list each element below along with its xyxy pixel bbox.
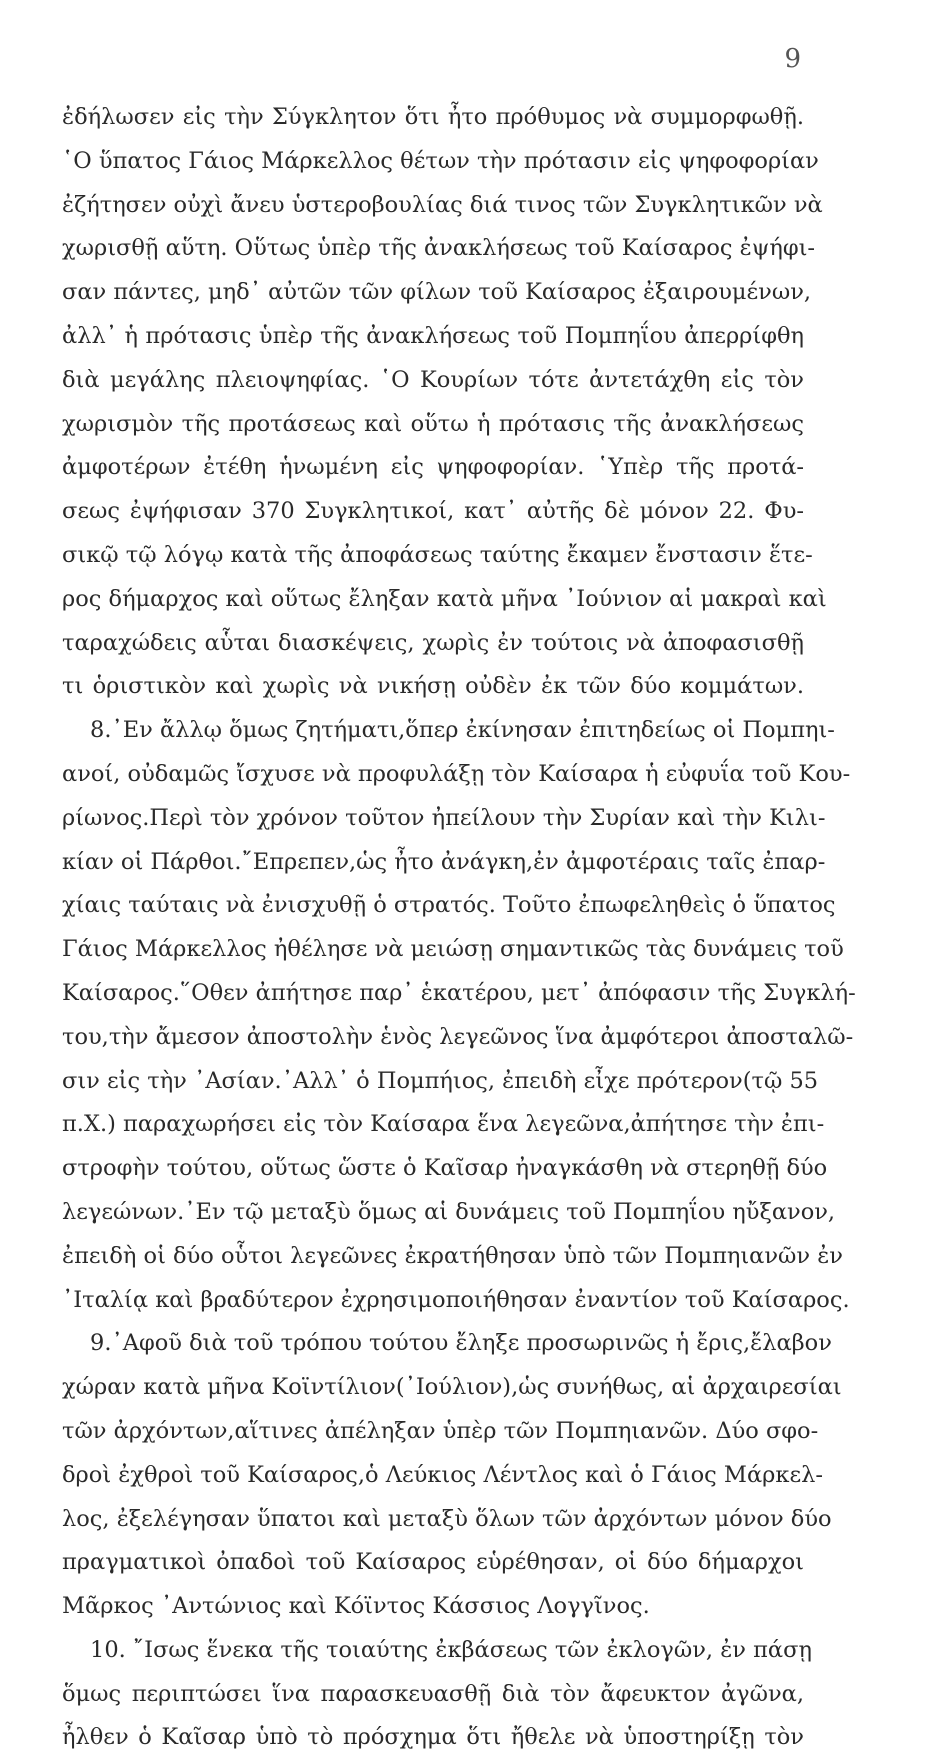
text-line: χωρισμὸν τῆς προτάσεως καὶ οὕτω ἡ πρότασις τῆς ἀνακλήσεως (62, 410, 804, 437)
text-line: π.Χ.) παραχωρήσει εἰς τὸν Καίσαρα ἕνα λεγεῶνα,ἀπήτησε τὴν ἐπι- (62, 1111, 825, 1138)
text-line: ᾿Ιταλίᾳ καὶ βραδύτερον ἐχρησιμοποιήθησαν ἐναντίον τοῦ Καίσαρος. (62, 1286, 850, 1313)
text-line: 8.᾿Εν ἄλλῳ ὅμως ζητήματι,ὅπερ ἐκίνησαν ἐπιτηδείως οἱ Πομπηι- (90, 717, 835, 744)
text-line: ἀμφοτέρων ἐτέθη ἡνωμένη εἰς ψηφοφορίαν. ῾Υπὲρ τῆς προτά- (62, 454, 804, 481)
text-line: χίαις ταύταις νὰ ἐνισχυθῇ ὁ στρατός. Τοῦτο ἐπωφεληθεὶς ὁ ὕπατος (62, 892, 836, 919)
text-line: Γάιος Μάρκελλος ἠθέλησε νὰ μειώσῃ σημαντικῶς τὰς δυνάμεις τοῦ (62, 936, 844, 963)
text-line: ῾Ο ὕπατος Γάιος Μάρκελλος θέτων τὴν πρότασιν εἰς ψηφοφορίαν (62, 147, 819, 174)
text-line: ρος δήμαρχος καὶ οὕτως ἔληξαν κατὰ μῆνα ᾿Ιούνιον αἱ μακραὶ καὶ (62, 585, 827, 612)
text-line: λος, ἐξελέγησαν ὕπατοι καὶ μεταξὺ ὅλων τῶν ἀρχόντων μόνον δύο (62, 1505, 832, 1532)
text-line: Καίσαρος.῞Οθεν ἀπήτησε παρ᾿ ἑκατέρου, μετ᾿ ἀπόφασιν τῆς Συγκλή- (62, 979, 856, 1006)
text-line: τι ὁριστικὸν καὶ χωρὶς νὰ νικήσῃ οὐδὲν ἐκ τῶν δύο κομμάτων. (62, 673, 804, 700)
text-line: ἦλθεν ὁ Καῖσαρ ὑπὸ τὸ πρόσχημα ὅτι ἤθελε νὰ ὑποστηρίξῃ τὸν (62, 1724, 804, 1751)
body-text (62, 96, 856, 1760)
text-line: ανοί, οὐδαμῶς ἴσχυσε νὰ προφυλάξῃ τὸν Καίσαρα ἡ εὐφυΐα τοῦ Κου- (62, 760, 851, 787)
text-line: δροὶ ἐχθροὶ τοῦ Καίσαρος,ὁ Λεύκιος Λέντλος καὶ ὁ Γάιος Μάρκελ- (62, 1461, 823, 1488)
text-line: Μᾶρκος ᾿Αντώνιος καὶ Κόϊντος Κάσσιος Λογγῖνος. (62, 1593, 650, 1620)
text-line: κίαν οἱ Πάρθοι.῎Επρεπεν,ὡς ἦτο ἀνάγκη,ἐν ἀμφοτέραις ταῖς ἐπαρ- (62, 848, 826, 875)
text-line: ταραχώδεις αὗται διασκέψεις, χωρὶς ἐν τούτοις νὰ ἀποφασισθῇ (62, 629, 804, 656)
text-line: χώραν κατὰ μῆνα Κοϊντίλιον(᾿Ιούλιον),ὡς συνήθως, αἱ ἀρχαιρεσίαι (62, 1374, 842, 1401)
text-line: στροφὴν τούτου, οὕτως ὥστε ὁ Καῖσαρ ἠναγκάσθη νὰ στερηθῇ δύο (62, 1155, 828, 1182)
text-line: ἐζήτησεν οὐχὶ ἄνευ ὑστεροβουλίας διά τινος τῶν Συγκλητικῶν νὰ (62, 191, 823, 218)
text-line: χωρισθῇ αὕτη. Οὕτως ὑπὲρ τῆς ἀνακλήσεως τοῦ Καίσαρος ἐψήφι- (62, 235, 816, 262)
text-line: του,τὴν ἄμεσον ἀποστολὴν ἑνὸς λεγεῶνος ἵνα ἀμφότεροι ἀποσταλῶ- (62, 1023, 854, 1050)
text-line: σαν πάντες, μηδ᾿ αὐτῶν τῶν φίλων τοῦ Καίσαρος ἐξαιρουμένων, (62, 279, 812, 306)
text-line: πραγματικοὶ ὀπαδοὶ τοῦ Καίσαρος εὑρέθησαν, οἱ δύο δήμαρχοι (62, 1549, 804, 1576)
text-line: ἐπειδὴ οἱ δύο οὗτοι λεγεῶνες ἐκρατήθησαν ὑπὸ τῶν Πομπηιανῶν ἐν (62, 1242, 843, 1269)
text-line: σεως ἐψήφισαν 370 Συγκλητικοί, κατ᾿ αὐτῆς δὲ μόνον 22. Φυ- (62, 498, 804, 525)
text-line: ἐδήλωσεν εἰς τὴν Σύγκλητον ὅτι ἦτο πρόθυμος νὰ συμμορφωθῇ. (62, 104, 804, 130)
text-line: 9.᾿Αφοῦ διὰ τοῦ τρόπου τούτου ἔληξε προσωρινῶς ἡ ἔρις,ἔλαβον (90, 1330, 832, 1357)
text-line: τῶν ἀρχόντων,αἵτινες ἀπέληξαν ὑπὲρ τῶν Πομπηιανῶν. Δύο σφο- (62, 1417, 819, 1444)
page-number: 9 (784, 44, 801, 74)
text-line: ἀλλ᾿ ἡ πρότασις ὑπὲρ τῆς ἀνακλήσεως τοῦ Πομπηΐου ἀπερρίφθη (62, 322, 804, 349)
text-line: σικῷ τῷ λόγῳ κατὰ τῆς ἀποφάσεως ταύτης ἔκαμεν ἔνστασιν ἕτε- (62, 541, 813, 568)
text-line: ὅμως περιπτώσει ἵνα παρασκευασθῇ διὰ τὸν ἄφευκτον ἀγῶνα, (62, 1680, 804, 1707)
text-line: λεγεώνων.᾿Εν τῷ μεταξὺ ὅμως αἱ δυνάμεις τοῦ Πομπηΐου ηὔξανον, (62, 1198, 836, 1225)
text-line: ρίωνος.Περὶ τὸν χρόνον τοῦτον ἠπείλουν τὴν Συρίαν καὶ τὴν Κιλι- (62, 804, 826, 831)
text-line: 10. ῎Ισως ἕνεκα τῆς τοιαύτης ἐκβάσεως τῶν ἐκλογῶν, ἐν πάσῃ (90, 1636, 812, 1663)
text-line: διὰ μεγάλης πλειοψηφίας. ῾Ο Κουρίων τότε ἀντετάχθη εἰς τὸν (62, 366, 804, 393)
text-line: σιν εἰς τὴν ᾿Ασίαν.᾿Αλλ᾿ ὁ Πομπήιος, ἐπειδὴ εἶχε πρότερον(τῷ 55 (62, 1067, 819, 1094)
